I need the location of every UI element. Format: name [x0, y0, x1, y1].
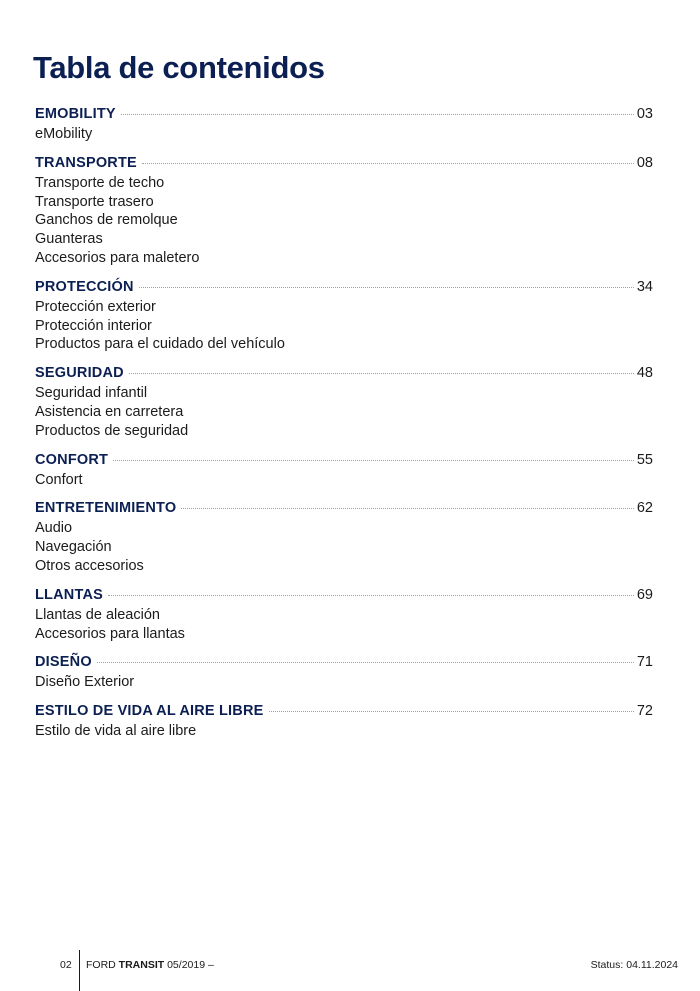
page-footer: [0, 950, 700, 990]
toc-subitem[interactable]: Llantas de aleación: [35, 606, 160, 623]
toc-subitem[interactable]: Estilo de vida al aire libre: [35, 723, 197, 740]
footer-document-info: [86, 959, 214, 971]
toc-subitem[interactable]: Otros accesorios: [35, 557, 144, 574]
toc-subitem[interactable]: Asistencia en carretera: [35, 403, 184, 420]
toc-subitem[interactable]: Productos de seguridad: [35, 422, 189, 439]
toc-page-number[interactable]: 71: [636, 654, 653, 671]
footer-edition: 05/2019 –: [167, 959, 214, 971]
toc-section: [35, 106, 653, 144]
toc-subitem[interactable]: Transporte trasero: [35, 193, 154, 210]
table-of-contents: [35, 106, 653, 752]
toc-section-heading[interactable]: EMOBILITY: [35, 106, 116, 122]
toc-entry-row[interactable]: [35, 279, 653, 298]
toc-section: [35, 703, 653, 741]
toc-subitem[interactable]: Accesorios para llantas: [35, 625, 185, 642]
toc-subitem[interactable]: Transporte de techo: [35, 174, 165, 191]
toc-section-heading[interactable]: TRANSPORTE: [35, 154, 137, 171]
toc-subitem[interactable]: Seguridad infantil: [35, 385, 148, 402]
toc-subitem[interactable]: Ganchos de remolque: [35, 212, 178, 229]
toc-section-heading[interactable]: ENTRETENIMIENTO: [35, 500, 177, 517]
dot-leader: [181, 508, 634, 509]
dot-leader: [129, 373, 634, 374]
dot-leader: [97, 662, 634, 663]
toc-page-number[interactable]: 72: [636, 703, 653, 720]
toc-entry-row[interactable]: [35, 106, 653, 125]
footer-divider: [79, 950, 80, 991]
toc-page-number[interactable]: 69: [636, 586, 653, 603]
dot-leader: [139, 287, 634, 288]
toc-subitem[interactable]: eMobility: [35, 126, 93, 142]
toc-subitem[interactable]: Productos para el cuidado del vehículo: [35, 336, 285, 353]
toc-page-number[interactable]: 34: [636, 278, 653, 295]
toc-subitem[interactable]: Protección exterior: [35, 298, 156, 315]
toc-section-heading[interactable]: PROTECCIÓN: [35, 278, 134, 295]
toc-subitem[interactable]: Accesorios para maletero: [35, 249, 200, 266]
toc-entry-row[interactable]: [35, 365, 653, 384]
dot-leader: [142, 163, 634, 164]
toc-section-heading[interactable]: CONFORT: [35, 451, 109, 468]
toc-subitem[interactable]: Guanteras: [35, 231, 103, 248]
footer-model: TRANSIT: [118, 959, 165, 971]
toc-section: [35, 587, 653, 644]
toc-section: [35, 452, 653, 490]
dot-leader: [113, 460, 634, 461]
toc-section-heading[interactable]: DISEÑO: [35, 654, 92, 671]
footer-status: Status: 04.11.2024: [590, 959, 678, 971]
toc-entry-row[interactable]: [35, 587, 653, 606]
toc-subitem[interactable]: Protección interior: [35, 317, 152, 334]
toc-section-heading[interactable]: LLANTAS: [35, 586, 103, 603]
toc-section: [35, 500, 653, 575]
toc-page-number[interactable]: 48: [636, 365, 653, 382]
toc-subitem[interactable]: Audio: [35, 520, 73, 537]
dot-leader: [269, 711, 634, 712]
toc-section-heading[interactable]: SEGURIDAD: [35, 365, 124, 382]
toc-subitem[interactable]: Navegación: [35, 539, 112, 556]
dot-leader: [121, 114, 634, 115]
toc-entry-row[interactable]: [35, 155, 653, 174]
toc-entry-row[interactable]: [35, 703, 653, 722]
toc-page-number[interactable]: 62: [636, 500, 653, 517]
toc-page-number[interactable]: 03: [636, 106, 653, 122]
toc-page-number[interactable]: 08: [636, 154, 653, 171]
toc-section: [35, 654, 653, 692]
dot-leader: [108, 595, 634, 596]
toc-entry-row[interactable]: [35, 500, 653, 519]
toc-section-heading[interactable]: ESTILO DE VIDA AL AIRE LIBRE: [35, 703, 264, 720]
toc-entry-row[interactable]: [35, 452, 653, 471]
toc-section: [35, 279, 653, 354]
toc-subitem[interactable]: Confort: [35, 471, 83, 488]
footer-page-number: 02: [60, 959, 72, 971]
footer-brand: FORD: [86, 959, 116, 971]
toc-section: [35, 155, 653, 268]
toc-subitem[interactable]: Diseño Exterior: [35, 674, 135, 691]
page-title: Tabla de contenidos: [33, 50, 325, 85]
toc-page-number[interactable]: 55: [636, 451, 653, 468]
toc-entry-row[interactable]: [35, 654, 653, 673]
toc-section: [35, 365, 653, 440]
